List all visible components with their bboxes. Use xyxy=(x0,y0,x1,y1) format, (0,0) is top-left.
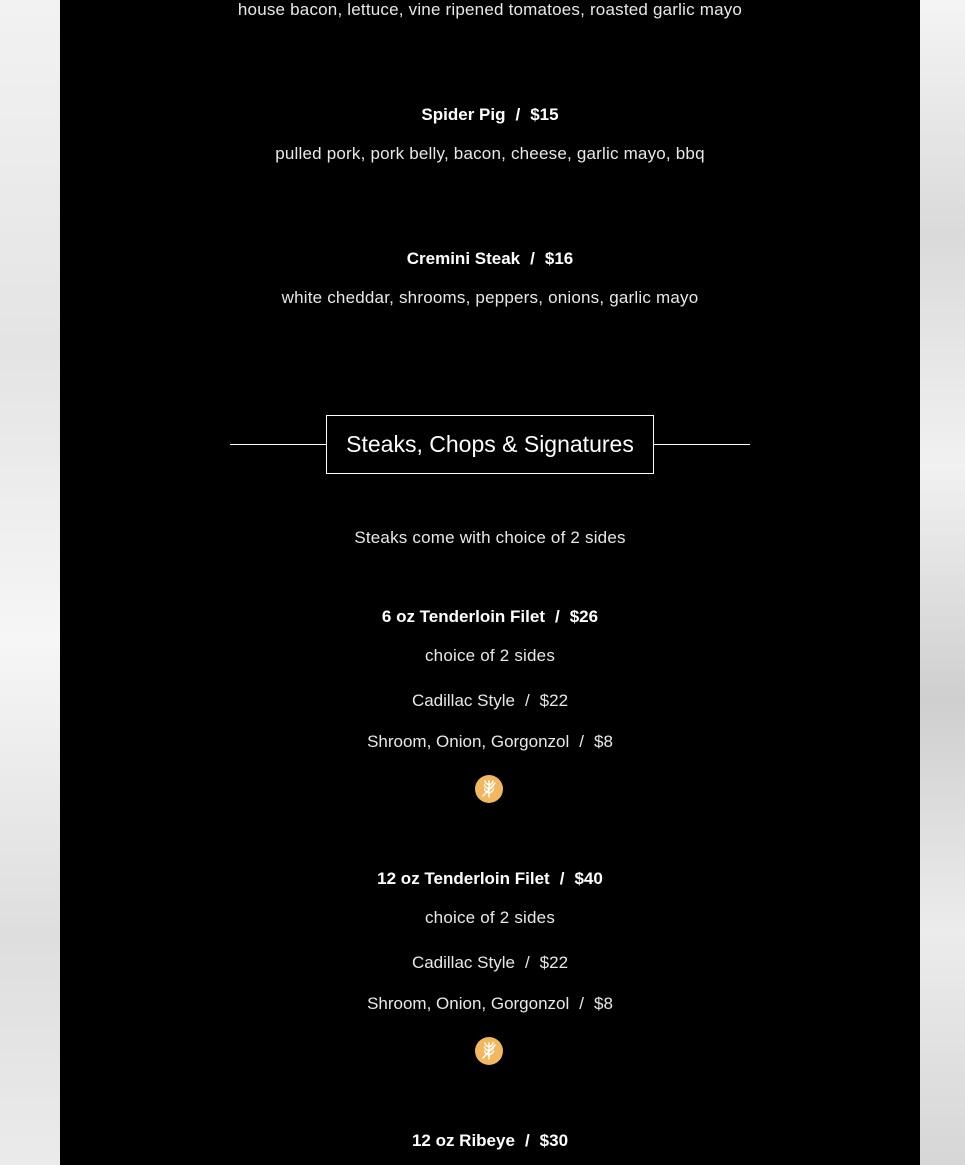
addon-name: Shroom, Onion, Gorgonzol xyxy=(367,732,570,751)
menu-item-title xyxy=(60,1131,920,1151)
menu-item-name: 12 oz Tenderloin Filet xyxy=(377,869,550,888)
price-separator: / xyxy=(579,732,585,751)
menu-item-price: $16 xyxy=(544,249,574,268)
menu-item-name: 6 oz Tenderloin Filet xyxy=(381,607,545,626)
menu-addon xyxy=(60,953,920,973)
menu-item-sides: choice of 2 sides xyxy=(424,908,556,927)
menu-addon xyxy=(60,994,920,1014)
addon-name: Shroom, Onion, Gorgonzol xyxy=(367,994,570,1013)
menu-item-title xyxy=(60,869,920,889)
menu-item-price: $40 xyxy=(574,869,603,888)
menu-item-title xyxy=(60,105,920,125)
price-separator: / xyxy=(524,691,530,710)
menu-item-name: Spider Pig xyxy=(421,105,506,124)
menu-item-description: pulled pork, pork belly, bacon, cheese, garlic mayo, bbq xyxy=(275,144,705,163)
menu-item-name: 12 oz Ribeye xyxy=(411,1131,515,1150)
section-divider-left xyxy=(230,444,326,445)
addon-price: $8 xyxy=(594,994,613,1013)
price-separator: / xyxy=(579,994,585,1013)
price-separator: / xyxy=(554,607,560,626)
price-separator: / xyxy=(559,869,565,888)
wheat-icon xyxy=(475,775,503,803)
price-separator: / xyxy=(524,1131,530,1150)
menu-item-title xyxy=(60,249,920,269)
addon-price: $22 xyxy=(539,691,569,710)
menu-item-description: white cheddar, shrooms, peppers, onions, garlic mayo xyxy=(281,288,699,307)
menu-item-sides: choice of 2 sides xyxy=(424,646,556,665)
price-separator: / xyxy=(530,249,535,268)
section-note: Steaks come with choice of 2 sides xyxy=(354,528,626,547)
menu-item-price: $15 xyxy=(530,105,559,124)
menu-panel xyxy=(60,0,920,1165)
menu-addon xyxy=(60,732,920,752)
section-divider-right xyxy=(654,444,750,445)
section-title: Steaks, Chops & Signatures xyxy=(326,415,654,474)
addon-price: $22 xyxy=(539,953,569,972)
addon-price: $8 xyxy=(594,732,613,751)
menu-item-description: house bacon, lettuce, vine ripened tomatoes, roasted garlic mayo xyxy=(237,0,743,19)
price-separator: / xyxy=(515,105,521,124)
menu-item-name: Cremini Steak xyxy=(406,249,521,268)
wheat-icon xyxy=(475,1037,503,1065)
addon-name: Cadillac Style xyxy=(411,691,515,710)
background-right xyxy=(920,0,965,1165)
menu-item-price: $30 xyxy=(539,1131,569,1150)
menu-item-title xyxy=(60,607,920,627)
price-separator: / xyxy=(524,953,530,972)
addon-name: Cadillac Style xyxy=(411,953,515,972)
background-left xyxy=(0,0,60,1165)
menu-item-price: $26 xyxy=(569,607,599,626)
menu-addon xyxy=(60,691,920,711)
